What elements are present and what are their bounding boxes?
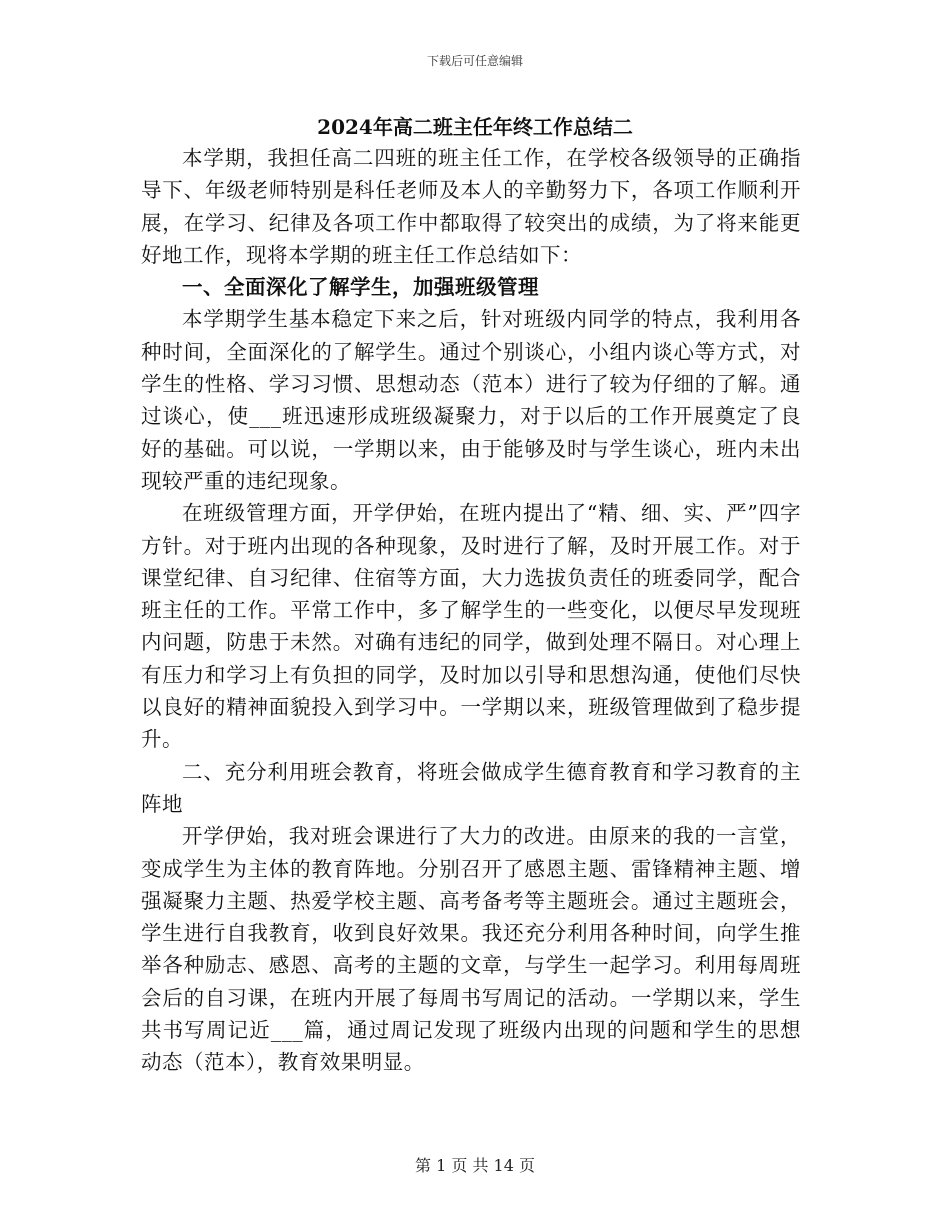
document-body: [141, 142, 801, 1079]
paragraph-intro: 本学期，我担任高二四班的班主任工作，在学校各级领导的正确指导下、年级老师特别是科任老师及本人的辛勤努力下，各项工作顺利开展，在学习、纪律及各项工作中都取得了较突出的成绩，为了将来能更好地工作，现将本学期的班主任工作总结如下：: [141, 146, 801, 267]
paragraph-class-management: 在班级管理方面，开学伊始，在班内提出了“精、细、实、严”四字方针。对于班内出现的各种现象，及时进行了解，及时开展工作。对于课堂纪律、自习纪律、住宿等方面，大力选拔负责任的班委同学，配合班主任的工作。平常工作中，多了解学生的一些变化，以便尽早发现班内问题，防患于未然。对确有违纪的同学，做到处理不隔日。对心理上有压力和学习上有负担的同学，及时加以引导和思想沟通，使他们尽快以良好的精神面貌投入到学习中。一学期以来，班级管理做到了稳步提升。: [141, 501, 801, 752]
paragraph-class-meetings: 开学伊始，我对班会课进行了大力的改进。由原来的我的一言堂，变成学生为主体的教育阵地。分别召开了感恩主题、雷锋精神主题、增强凝聚力主题、热爱学校主题、高考备考等主题班会。通过主题班会，学生进行自我教育，收到良好效果。我还充分利用各种时间，向学生推举各种励志、感恩、高考的主题的文章，与学生一起学习。利用每周班会后的自习课，在班内开展了每周书写周记的活动。一学期以来，学生共书写周记近___篇，通过周记发现了班级内出现的问题和学生的思想动态（范本），教育效果明显。: [141, 824, 801, 1075]
page-header-note: 下载后可任意编辑: [426, 54, 523, 68]
page-number-footer: 第 1 页 共 14 页: [415, 1156, 535, 1175]
section-heading-2: 二、充分利用班会教育，将班会做成学生德育教育和学习教育的主阵地: [141, 759, 801, 816]
section-heading-1: 一、全面深化了解学生，加强班级管理: [182, 275, 539, 300]
document-title: 2024年高二班主任年终工作总结二: [317, 115, 633, 139]
paragraph-understanding-students: 本学期学生基本稳定下来之后，针对班级内同学的特点，我利用各种时间，全面深化的了解学生。通过个别谈心，小组内谈心等方式，对学生的性格、学习习惯、思想动态（范本）进行了较为仔细的了解。通过谈心，使___班迅速形成班级凝聚力，对于以后的工作开展奠定了良好的基础。可以说，一学期以来，由于能够及时与学生谈心，班内未出现较严重的违纪现象。: [141, 307, 801, 493]
